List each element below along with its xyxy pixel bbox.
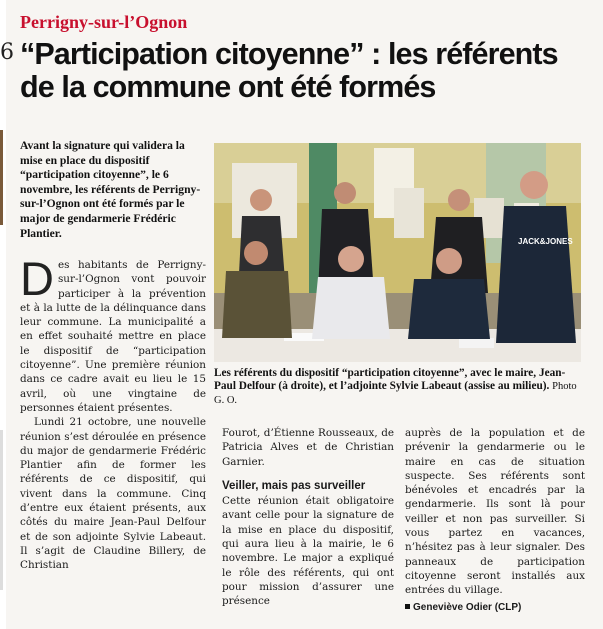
paragraph: auprès de la population et de prévenir la gendarmerie ou le maire en cas de situation suspecte. Ses référents sont bénévoles et encadrés par la gendarmerie. Ils sont là pour veiller et non pas surveiller. Si vous partez en vacances, n’hésitez pas à leur signaler. Des panneaux de participation citoyenne seront installés aux entrées du village. — [405, 427, 585, 597]
paragraph: Cette réunion était obligatoire avant celle pour la signature de la mise en place du dispositif, qui aura lieu à la mairie, le 6 novembre. Le major a expliqué le rôle des référents, qui ont pour mission d’assurer une présence — [222, 495, 394, 608]
body-column-2 — [222, 426, 394, 609]
paragraph: Lundi 21 octobre, une nouvelle réunion s’est déroulée en présence du major de gendarmerie Frédéric Plantier afin de former les référents de ce dispositif, qui vivent dans la commune. Cinq d’entre eux étaient présents, aux côtés du maire Jean-Paul Delfour et de son adjointe Sylvie Labeaut. Il s’agit de Claudine Billery, de Christian — [20, 416, 206, 572]
edge-image-fragment — [0, 430, 3, 590]
shirt-logo: JACK&JONES — [518, 237, 573, 246]
body-column-3 — [405, 426, 585, 615]
byline-text: Geneviève Odier (CLP) — [413, 601, 522, 613]
article-photo — [214, 143, 581, 362]
paragraph: Fourot, d’Étienne Rousseaux, de Patricia Alves et de Christian Garnier. — [222, 427, 394, 468]
lede: Avant la signature qui validera la mise en place du dispositif “participation citoyenne”, le 6 novembre, les référents de Perrigny-sur-l’Ognon ont été formés par le major de gendarmerie Frédéric Plantier. — [20, 139, 201, 240]
group-photo-illustration — [214, 143, 581, 362]
byline — [405, 601, 585, 615]
caption-text: Les référents du dispositif “participation citoyenne”, avec le maire, Jean-Paul Delfour (à droite), et l’adjointe Sylvie Labeaut (assise au milieu). — [214, 367, 566, 393]
photo-caption — [214, 367, 584, 407]
square-bullet-icon — [405, 604, 410, 609]
edge-fragment: 6 — [0, 40, 14, 65]
headline: “Participation citoyenne” : les référents de la commune ont été formés — [20, 37, 558, 104]
subheading: Veiller, mais pas surveiller — [222, 479, 366, 492]
paragraph: es habitants de Perrigny-sur-l’Ognon vont pouvoir participer à la prévention et à la lutte de la délinquance dans leur commune. La municipalité a en effet souhaité mettre en place le dispositif de “participation citoyenne”. Une première réunion dans ce cadre avait eu lieu le 15 avril, où une vingtaine de personnes étaient présentes. — [20, 259, 206, 414]
photo-credit: Photo G. O. — [214, 381, 577, 406]
kicker: Perrigny-sur-l’Ognon — [20, 12, 188, 32]
body-column-1 — [20, 252, 206, 573]
drop-cap: D — [20, 252, 54, 305]
adjacent-page-edge — [0, 0, 14, 629]
edge-image-fragment — [0, 130, 3, 225]
